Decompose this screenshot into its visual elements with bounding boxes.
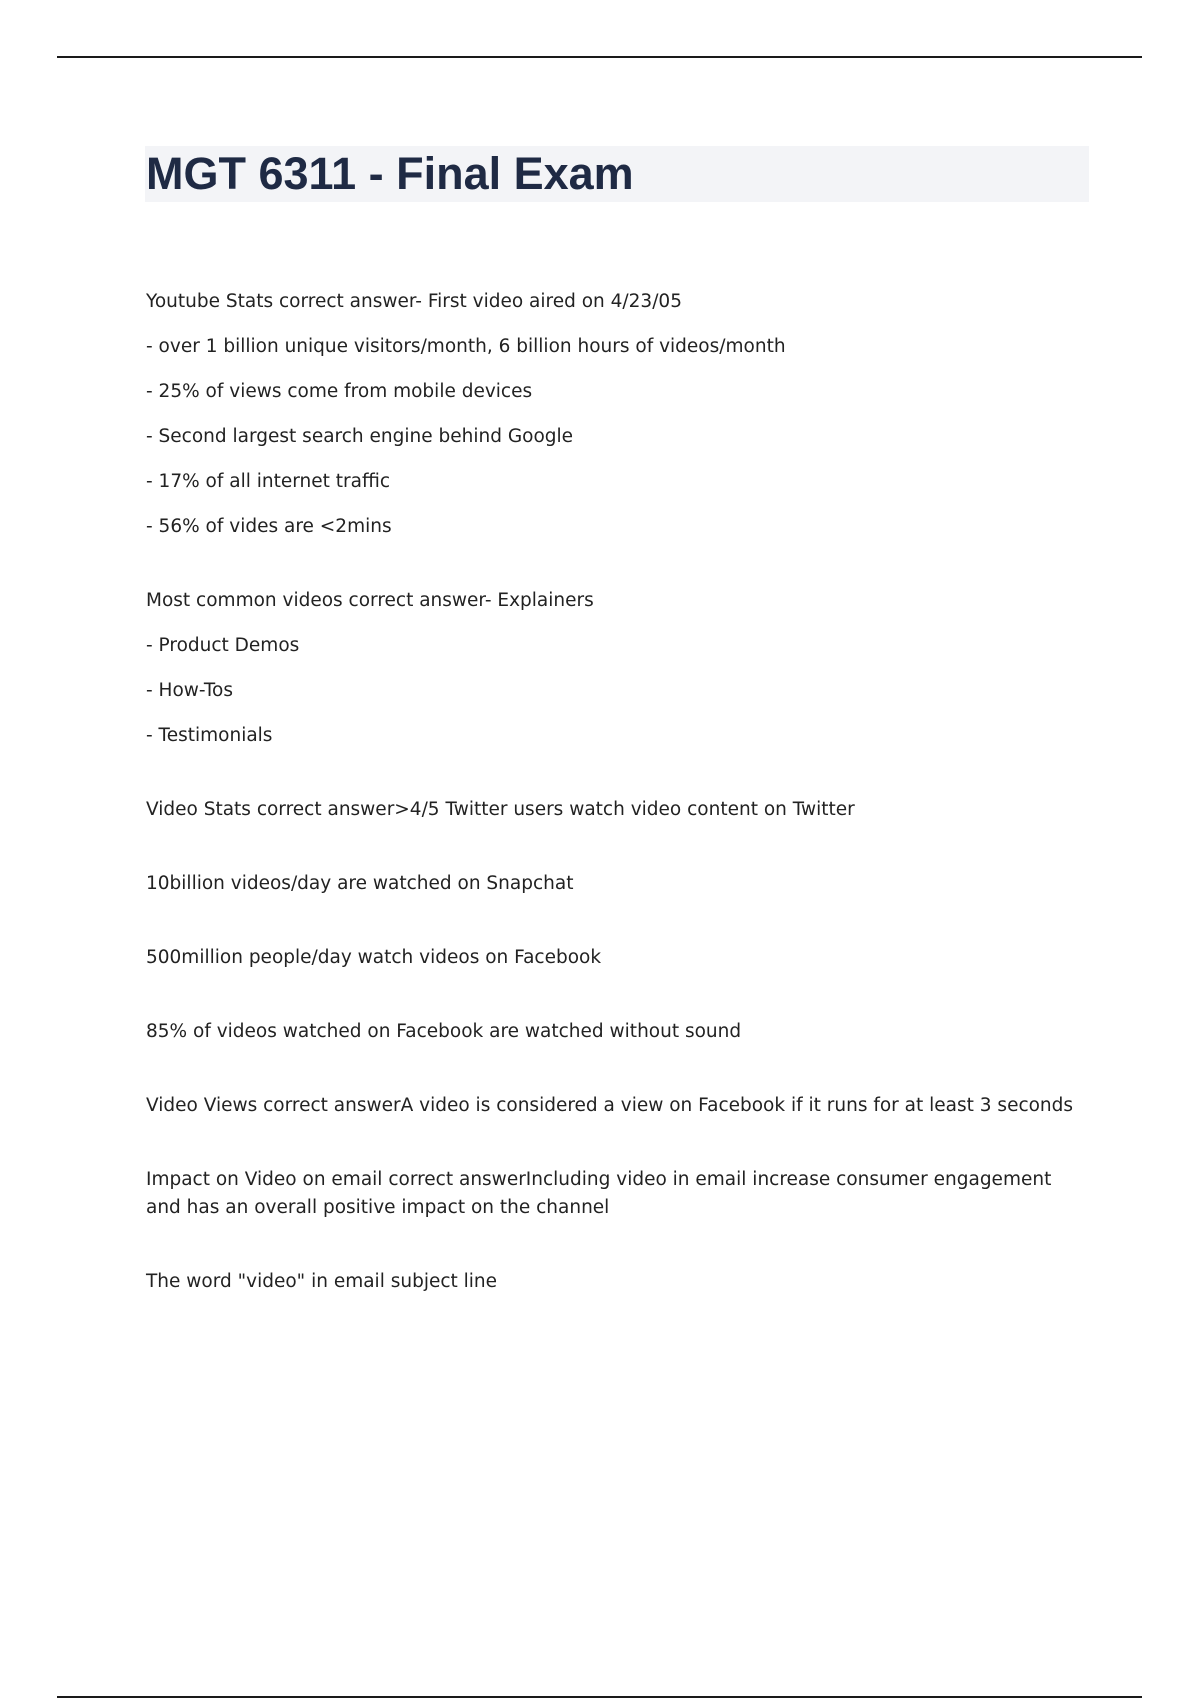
entry-line: - Product Demos — [146, 635, 300, 656]
entry-line: - over 1 billion unique visitors/month, 6 billion hours of videos/month — [146, 336, 786, 357]
entry-most-common-videos — [146, 587, 1090, 750]
entry-line: - 17% of all internet traffic — [146, 471, 391, 492]
entry-line: - How-Tos — [146, 680, 234, 701]
entry-snapchat — [146, 870, 1090, 898]
entry-facebook-views — [146, 944, 1090, 972]
entry-line: Video Views correct answerA video is considered a view on Facebook if it runs for at least 3 seconds — [146, 1095, 1074, 1116]
entry-line: - 25% of views come from mobile devices — [146, 381, 533, 402]
bottom-rule — [57, 1696, 1142, 1698]
entry-line: 500million people/day watch videos on Facebook — [146, 947, 602, 968]
entry-line: - Testimonials — [146, 725, 273, 746]
entry-line: 10billion videos/day are watched on Snapchat — [146, 873, 574, 894]
entry-line: Impact on Video on email correct answerIncluding video in email increase consumer engagement and has an overall positive impact on the channel — [146, 1169, 1052, 1218]
document-title: MGT 6311 - Final Exam — [146, 148, 634, 199]
entry-facebook-sound — [146, 1018, 1090, 1046]
entry-line: - Second largest search engine behind Google — [146, 426, 574, 447]
entry-youtube-stats — [146, 288, 1090, 541]
entry-video-views — [146, 1092, 1090, 1120]
entry-subject-line — [146, 1268, 1090, 1296]
entry-line: Most common videos correct answer- Explainers — [146, 590, 594, 611]
entry-line: Youtube Stats correct answer- First video aired on 4/23/05 — [146, 291, 682, 312]
entry-line: 85% of videos watched on Facebook are watched without sound — [146, 1021, 742, 1042]
entry-video-email — [146, 1166, 1090, 1222]
top-rule — [57, 56, 1142, 58]
entry-video-stats — [146, 796, 1090, 824]
entry-line: Video Stats correct answer>4/5 Twitter users watch video content on Twitter — [146, 799, 855, 820]
entry-line: The word "video" in email subject line — [146, 1271, 498, 1292]
document-body — [146, 288, 1090, 1342]
entry-line: - 56% of vides are <2mins — [146, 516, 392, 537]
